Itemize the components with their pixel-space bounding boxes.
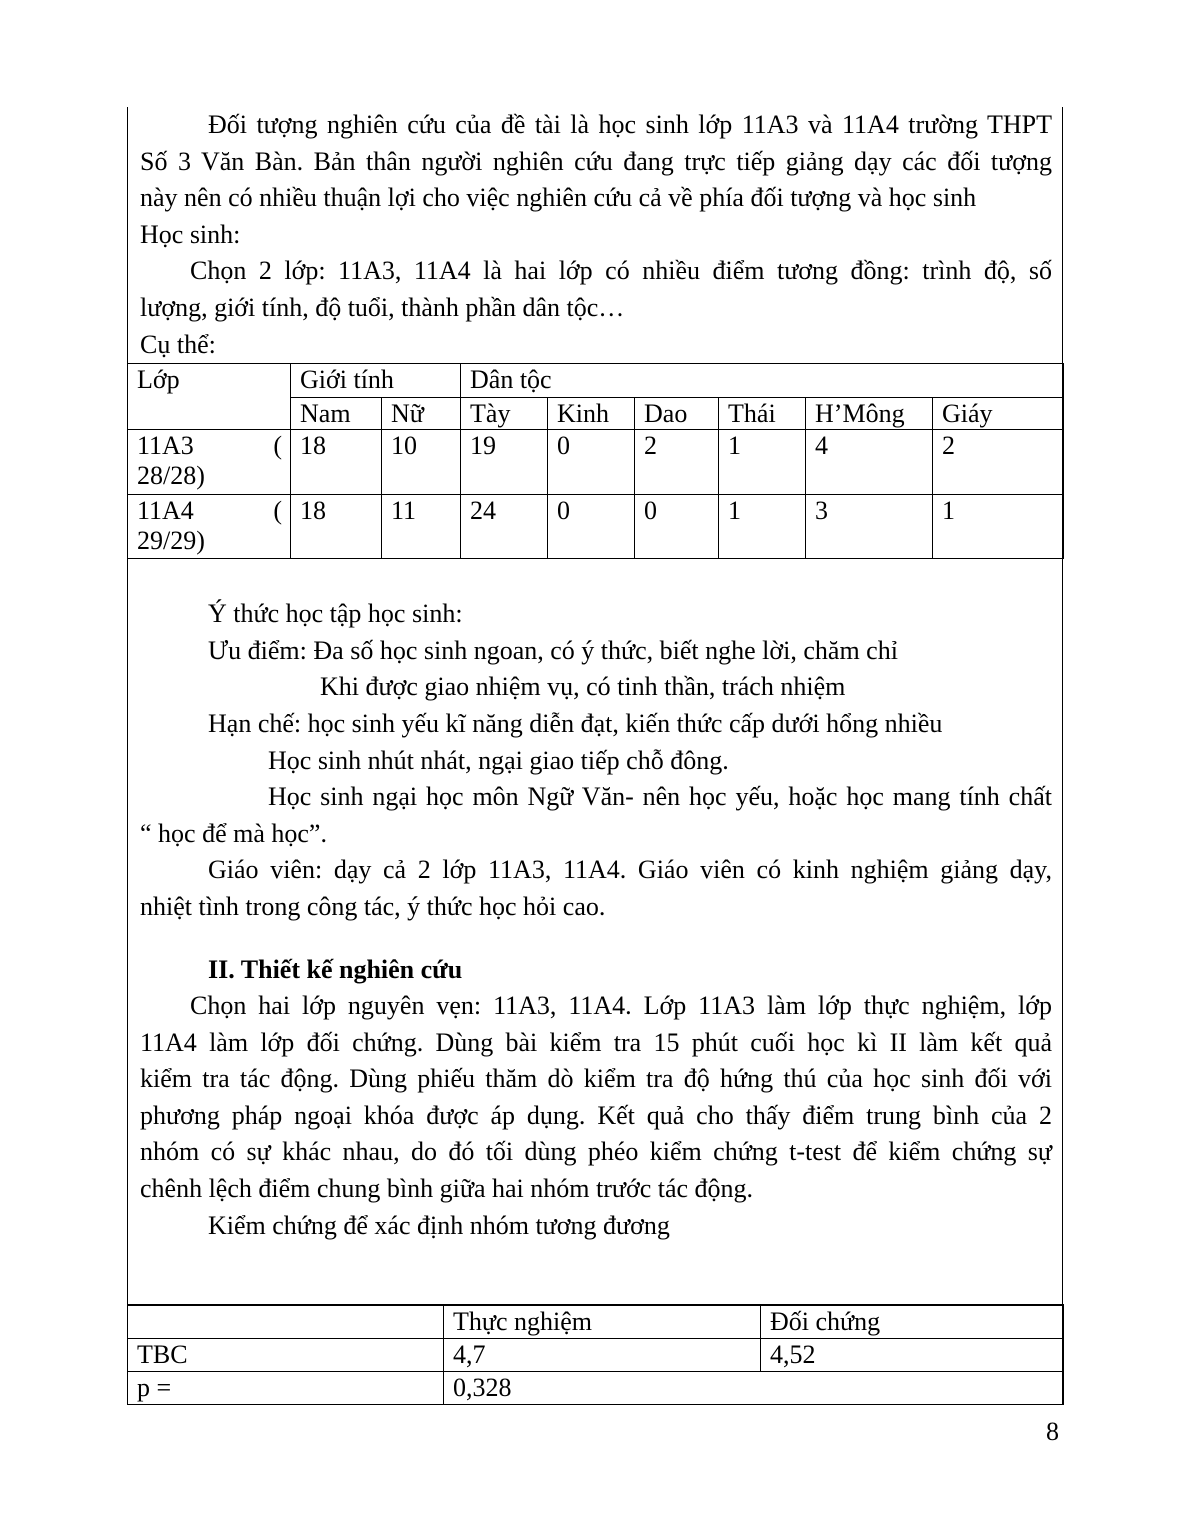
table1-cell: 1 [933, 495, 1064, 559]
spacer [140, 1244, 1052, 1304]
class-name: 11A3 [137, 431, 194, 461]
table1-cell: 24 [461, 495, 548, 559]
table1-cell: 0 [635, 495, 719, 559]
document-content-frame [127, 107, 1063, 1405]
table1-cell: 11 [382, 495, 461, 559]
table1-subheader: Dao [635, 398, 719, 430]
table1-cell: 0 [548, 495, 635, 559]
table1-subheader: Thái [719, 398, 806, 430]
body-paragraphs [128, 559, 1062, 1304]
pretest-comparison-table [127, 1304, 1064, 1405]
open-paren: ( [273, 431, 282, 461]
table2-header-control: Đối chứng [761, 1305, 1064, 1338]
table-row [128, 430, 1064, 495]
text-line: này nên có nhiều thuận lợi cho việc nghiên cứu cả về phía đối tượng và học sinh [140, 183, 977, 213]
open-paren: ( [273, 496, 282, 526]
table1-header-ethnicity: Dân tộc [461, 364, 1064, 398]
table2-tbc-experimental: 4,7 [444, 1338, 761, 1371]
table2-p-label: p = [128, 1371, 444, 1404]
table1-subheader: Kinh [548, 398, 635, 430]
table1-class-cell [128, 495, 291, 559]
table1-cell: 1 [719, 495, 806, 559]
text-line: Ưu điểm: Đa số học sinh ngoan, có ý thức, biết nghe lời, chăm chỉ [208, 635, 898, 665]
class-name: 11A4 [137, 496, 194, 526]
table1-cell: 0 [548, 430, 635, 495]
text-line: Hạn chế: học sinh yếu kĩ năng diễn đạt, kiến thức cấp dưới hổng nhiều [208, 708, 943, 738]
table1-cell: 3 [806, 495, 933, 559]
text-line: Số 3 Văn Bàn. Bản thân người nghiên cứu đang trực tiếp giảng dạy các đối tượng [140, 146, 1052, 176]
table1-cell: 2 [933, 430, 1064, 495]
text-line: chênh lệch điểm chung bình giữa hai nhóm trước tác động. [140, 1174, 754, 1204]
text-line: Khi được giao nhiệm vụ, có tinh thần, trách nhiệm [320, 672, 846, 702]
spacer [140, 926, 1052, 952]
table1-cell: 1 [719, 430, 806, 495]
table1-subheader: Giáy [933, 398, 1064, 430]
text-line: Chọn hai lớp nguyên vẹn: 11A3, 11A4. Lớp 11A3 làm lớp thực nghiệm, lớp [190, 991, 1052, 1021]
text-line: Học sinh nhút nhát, ngại giao tiếp chỗ đông. [268, 745, 729, 775]
text-line: “ học để mà học”. [140, 818, 327, 848]
section-heading: II. Thiết kế nghiên cứu [208, 954, 463, 984]
table1-class-cell [128, 430, 291, 495]
intro-paragraphs [128, 107, 1062, 363]
table1-subheader: H’Mông [806, 398, 933, 430]
table1-cell: 4 [806, 430, 933, 495]
text-line: Ý thức học tập học sinh: [208, 599, 463, 629]
table-row [128, 1371, 1064, 1404]
text-line: kiểm tra tác động. Dùng phiếu thăm dò kiểm tra độ hứng thú của học sinh đối với [140, 1064, 1052, 1094]
table2-tbc-control: 4,52 [761, 1338, 1064, 1371]
table1-subheader: Nam [291, 398, 382, 430]
table1-cell: 10 [382, 430, 461, 495]
text-line: Giáo viên: dạy cả 2 lớp 11A3, 11A4. Giáo viên có kinh nghiệm giảng dạy, [208, 855, 1052, 885]
text-line: Chọn 2 lớp: 11A3, 11A4 là hai lớp có nhiều điểm tương đồng: trình độ, số [190, 256, 1052, 286]
table-row [128, 1305, 1064, 1338]
text-line: phương pháp ngoại khóa được áp dụng. Kết quả cho thấy điểm trung bình của 2 [140, 1100, 1052, 1130]
text-line: 11A4 làm lớp đối chứng. Dùng bài kiểm tra 15 phút cuối học kì II làm kết quả [140, 1027, 1052, 1057]
text-line: Kiểm chứng để xác định nhóm tương đương [208, 1210, 670, 1240]
text-line: nhóm có sự khác nhau, do đó tối dùng phéo kiểm chứng t-test để kiểm chứng sự [140, 1137, 1052, 1167]
table-row [128, 495, 1064, 559]
class-composition-table [127, 363, 1064, 559]
table1-cell: 18 [291, 430, 382, 495]
text-line: Học sinh: [140, 219, 241, 249]
text-line: Học sinh ngại học môn Ngữ Văn- nên học yếu, hoặc học mang tính chất [268, 782, 1052, 812]
class-fraction: 28/28) [137, 461, 205, 491]
table1-subheader: Nữ [382, 398, 461, 430]
table1-cell: 2 [635, 430, 719, 495]
text-line: Đối tượng nghiên cứu của đề tài là học sinh lớp 11A3 và 11A4 trường THPT [208, 110, 1052, 139]
table1-cell: 18 [291, 495, 382, 559]
page-number: 8 [1046, 1417, 1059, 1446]
table2-header-experimental: Thực nghiệm [444, 1305, 761, 1338]
table1-cell: 19 [461, 430, 548, 495]
table-row [128, 1338, 1064, 1371]
text-line: nhiệt tình trong công tác, ý thức học hỏi cao. [140, 891, 606, 921]
class-fraction: 29/29) [137, 526, 205, 556]
text-line: lượng, giới tính, độ tuổi, thành phần dân tộc… [140, 292, 625, 322]
table1-subheader: Tày [461, 398, 548, 430]
table1-header-class: Lớp [128, 364, 291, 430]
table2-tbc-label: TBC [128, 1338, 444, 1371]
text-line: Cụ thể: [140, 329, 216, 359]
table1-header-gender: Giới tính [291, 364, 461, 398]
table2-header-empty [128, 1305, 444, 1338]
table2-p-value: 0,328 [444, 1371, 1064, 1404]
